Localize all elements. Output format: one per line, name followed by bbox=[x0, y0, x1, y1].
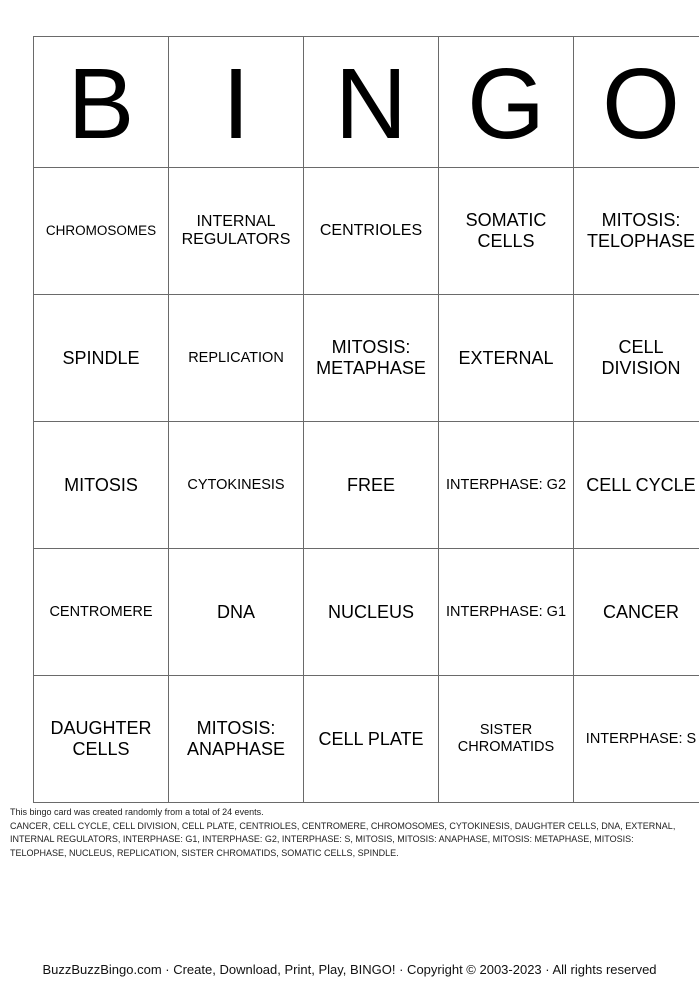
card-row bbox=[34, 676, 699, 803]
header-letter-i: I bbox=[169, 37, 304, 168]
card-row bbox=[34, 168, 699, 295]
card-cell: MITOSIS: ANAPHASE bbox=[169, 676, 304, 803]
card-cell: MITOSIS: TELOPHASE bbox=[574, 168, 699, 295]
card-cell: SPINDLE bbox=[34, 295, 169, 422]
card-cell: INTERPHASE: G2 bbox=[439, 422, 574, 549]
card-cell: EXTERNAL bbox=[439, 295, 574, 422]
card-cell: DAUGHTER CELLS bbox=[34, 676, 169, 803]
header-letter-b: B bbox=[34, 37, 169, 168]
card-cell: CELL CYCLE bbox=[574, 422, 699, 549]
card-cell: DNA bbox=[169, 549, 304, 676]
header-letter-n: N bbox=[304, 37, 439, 168]
card-cell: CYTOKINESIS bbox=[169, 422, 304, 549]
free-cell: FREE bbox=[304, 422, 439, 549]
card-cell: CELL PLATE bbox=[304, 676, 439, 803]
footer: BuzzBuzzBingo.com · Create, Download, Print, Play, BINGO! · Copyright © 2003-2023 · All rights reserved bbox=[42, 962, 657, 977]
header-row bbox=[34, 37, 699, 168]
card-note bbox=[10, 806, 690, 860]
header-letter-g: G bbox=[439, 37, 574, 168]
card-cell: REPLICATION bbox=[169, 295, 304, 422]
card-cell: CELL DIVISION bbox=[574, 295, 699, 422]
card-row bbox=[34, 549, 699, 676]
card-row bbox=[34, 295, 699, 422]
note-intro: This bingo card was created randomly from a total of 24 events. bbox=[10, 807, 264, 817]
note-events: CANCER, CELL CYCLE, CELL DIVISION, CELL PLATE, CENTRIOLES, CENTROMERE, CHROMOSOMES, CYTOKINESIS, DAUGHTER CELLS, DNA, EXTERNAL, INTERNAL REGULATORS, INTERPHASE: G1, INTERPHASE: G2, INTERPHASE: S, MITOSIS, MITOSIS: ANAPHASE, MITOSIS: METAPHASE, MITOSIS: TELOPHASE, NUCLEUS, REPLICATION, SISTER CHROMATIDS, SOMATIC CELLS, SPINDLE. bbox=[10, 820, 676, 858]
bingo-card bbox=[33, 36, 699, 803]
header-letter-o: O bbox=[574, 37, 699, 168]
card-cell: SISTER CHROMATIDS bbox=[439, 676, 574, 803]
card-cell: SOMATIC CELLS bbox=[439, 168, 574, 295]
card-cell: CHROMOSOMES bbox=[34, 168, 169, 295]
card-row bbox=[34, 422, 699, 549]
card-cell: CANCER bbox=[574, 549, 699, 676]
card-cell: CENTROMERE bbox=[34, 549, 169, 676]
card-cell: CENTRIOLES bbox=[304, 168, 439, 295]
card-cell: MITOSIS: METAPHASE bbox=[304, 295, 439, 422]
card-cell: INTERPHASE: S bbox=[574, 676, 699, 803]
card-cell: MITOSIS bbox=[34, 422, 169, 549]
card-cell: INTERPHASE: G1 bbox=[439, 549, 574, 676]
card-cell: NUCLEUS bbox=[304, 549, 439, 676]
card-cell: INTERNAL REGULATORS bbox=[169, 168, 304, 295]
